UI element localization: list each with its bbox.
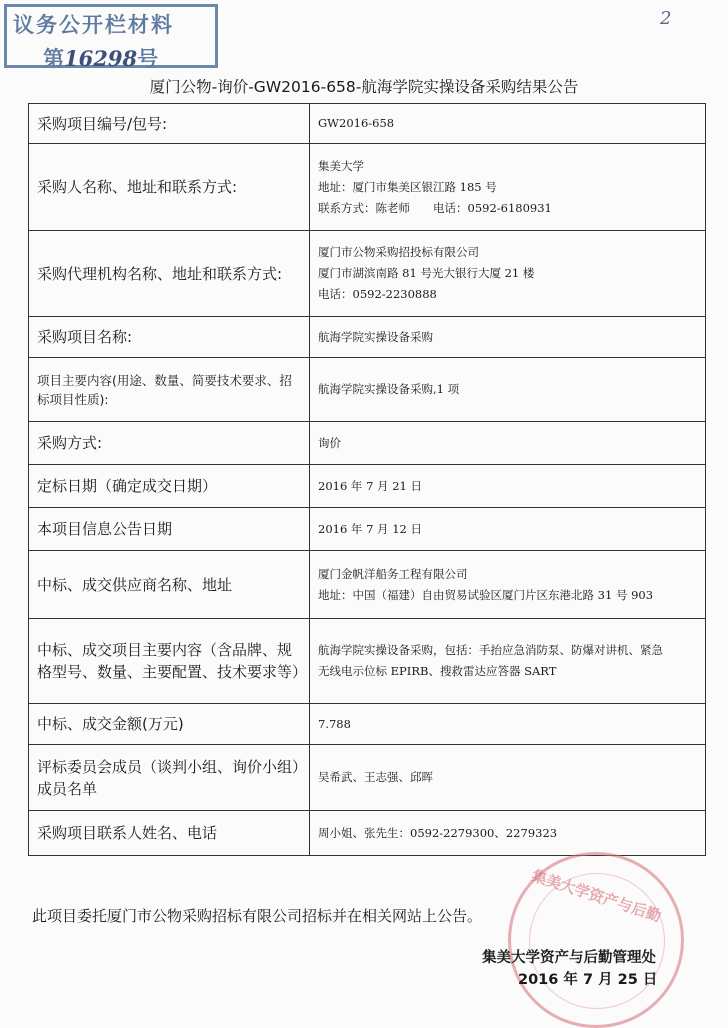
signer-name: 集美大学资产与后勤管理处 [482, 950, 656, 966]
row-value-line: 无线电示位标 EPIRB、搜救雷达应答器 SART [318, 664, 557, 678]
row-value [310, 465, 706, 508]
archive-stamp [4, 4, 218, 71]
row-value [310, 104, 706, 144]
row-label: 采购代理机构名称、地址和联系方式: [29, 231, 310, 317]
stamp-number-prefix: 第 [43, 47, 64, 71]
row-label: 采购人名称、地址和联系方式: [29, 144, 310, 231]
row-value-line: 厦门金帆洋船务工程有限公司 [318, 566, 468, 581]
announcement-table [28, 103, 706, 856]
row-value-line: 地址：中国（福建）自由贸易试验区厦门片区东港北路 31 号 903 [318, 587, 654, 602]
table-row [29, 104, 706, 144]
official-seal [508, 852, 684, 1028]
row-value [310, 745, 706, 811]
row-value [310, 704, 706, 745]
row-value-line: 电话：0592-2230888 [318, 287, 437, 301]
table-row [29, 508, 706, 551]
table-row [29, 465, 706, 508]
table-row [29, 704, 706, 745]
row-value [310, 508, 706, 551]
row-value [310, 144, 706, 231]
row-value [310, 317, 706, 358]
row-value [310, 619, 706, 704]
official-seal-text: 集美大学资产与后勤 [529, 866, 664, 926]
page-mark: 2 [660, 8, 672, 29]
row-value-line: 地址：厦门市集美区银江路 185 号 [318, 179, 497, 194]
row-label: 采购项目名称: [29, 317, 310, 358]
row-label: 定标日期（确定成交日期） [29, 465, 310, 508]
row-value [310, 422, 706, 465]
row-label: 采购项目联系人姓名、电话 [29, 811, 310, 856]
row-value [310, 551, 706, 619]
sign-date: 2016 年 7 月 25 日 [518, 972, 658, 988]
row-label: 评标委员会成员（谈判小组、询价小组）成员名单 [29, 745, 310, 811]
table-row [29, 144, 706, 231]
row-value-line: 航海学院实操设备采购 [318, 329, 433, 344]
stamp-number: 16298 [64, 46, 138, 71]
row-value-line: 7.788 [318, 716, 351, 731]
table-row [29, 811, 706, 856]
row-label: 项目主要内容(用途、数量、简要技术要求、招标项目性质): [29, 358, 310, 422]
row-value [310, 231, 706, 317]
table-row [29, 745, 706, 811]
table-row [29, 358, 706, 422]
row-value-line: 集美大学 [318, 158, 364, 173]
row-label: 中标、成交供应商名称、地址 [29, 551, 310, 619]
row-value [310, 811, 706, 856]
row-value-line: 厦门市湖滨南路 81 号光大银行大厦 21 楼 [318, 266, 535, 280]
table-row [29, 231, 706, 317]
row-label: 采购项目编号/包号: [29, 104, 310, 144]
archive-stamp-title: 议务公开栏材料 [13, 13, 174, 37]
stamp-number-suffix: 号 [137, 47, 159, 71]
table-row [29, 422, 706, 465]
row-label: 采购方式: [29, 422, 310, 465]
table-row [29, 317, 706, 358]
archive-stamp-number-line [43, 43, 158, 73]
row-value [310, 358, 706, 422]
row-value-line: 航海学院实操设备采购，包括：手抬应急消防泵、防爆对讲机、紧急 [318, 643, 663, 657]
row-value-line: 询价 [318, 435, 341, 450]
document-title: 厦门公物-询价-GW2016-658-航海学院实操设备采购结果公告 [149, 78, 579, 96]
row-value-line: 厦门市公物采购招投标有限公司 [318, 245, 479, 259]
row-label: 中标、成交项目主要内容（含品牌、规格型号、数量、主要配置、技术要求等） [29, 619, 310, 704]
row-value-line: 2016 年 7 月 12 日 [318, 521, 422, 536]
row-value-line: GW2016-658 [318, 116, 395, 130]
row-value-line: 吴希武、王志强、邱晖 [318, 770, 433, 784]
row-value-line: 航海学院实操设备采购,1 项 [318, 382, 460, 396]
footer-note: 此项目委托厦门市公物采购招标有限公司招标并在相关网站上公告。 [32, 907, 483, 925]
table-row [29, 551, 706, 619]
row-value-line: 周小姐、张先生：0592-2279300、2279323 [318, 825, 558, 840]
row-label: 中标、成交金额(万元) [29, 704, 310, 745]
row-value-line: 联系方式：陈老师 电话：0592-6180931 [318, 200, 552, 215]
table-row [29, 619, 706, 704]
row-label: 本项目信息公告日期 [29, 508, 310, 551]
row-value-line: 2016 年 7 月 21 日 [318, 478, 422, 493]
